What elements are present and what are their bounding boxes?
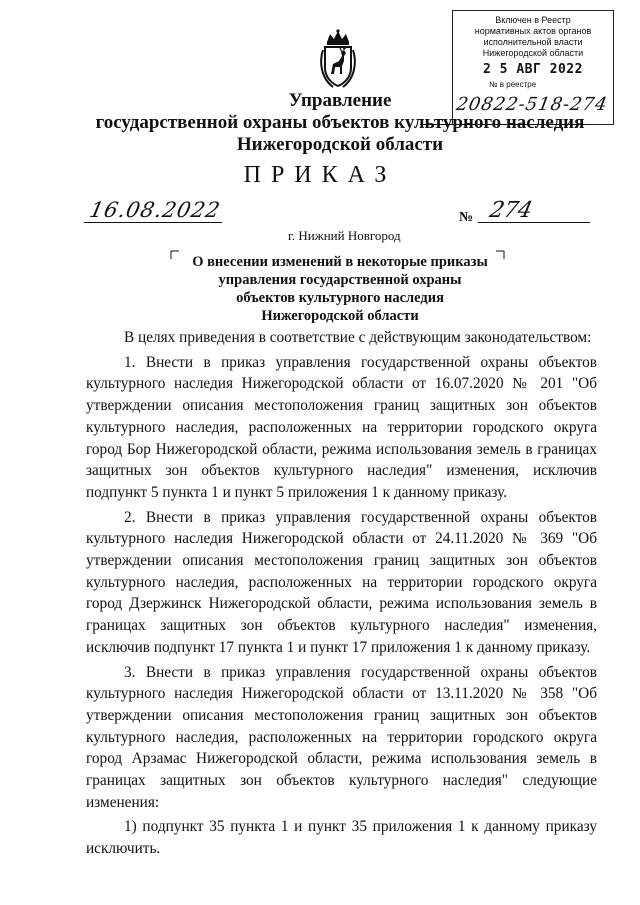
stamp-reg-label: № в реестре	[489, 80, 537, 89]
title-line-3: объектов культурного наследия	[236, 290, 444, 306]
number-label: №	[459, 210, 474, 225]
stamp-line-3: исполнительной власти	[483, 37, 583, 47]
stamp-line-1: Включен в Реестр	[495, 15, 571, 25]
document-title	[160, 253, 520, 325]
document-type: ПРИКАЗ	[243, 162, 397, 188]
title-line-4: Нижегородской области	[261, 308, 419, 324]
coat-of-arms-icon	[315, 28, 361, 90]
date-underline	[84, 222, 222, 223]
authority-line-2: государственной охраны объектов культурного наследия	[95, 112, 585, 133]
handwritten-number: 274	[487, 198, 535, 223]
handwritten-date: 16.08.2022	[87, 198, 223, 222]
body-paragraph-2: 2. Внести в приказ управления государственной охраны объектов культурного наследия Нижегородской области от 24.11.2020 № 369 "Об утверждении описания местоположения границ защитных зон объектов культурного наследия, расположенных на территории городского округа город Дзержинск Нижегородской области, режима использования земель в границах защитных зон объектов культурного наследия" изменения, исключив подпункт 17 пункта 1 и пункт 17 приложения 1 к данному приказу.	[86, 508, 597, 656]
document-body	[86, 327, 597, 863]
body-intro: В целях приведения в соответствие с действующим законодательством:	[124, 329, 592, 346]
stamp-overlap-line	[420, 124, 590, 125]
title-line-1: О внесении изменений в некоторые приказы	[192, 254, 488, 270]
body-paragraph-1: 1. Внести в приказ управления государственной охраны объектов культурного наследия Нижегородской области от 16.07.2020 № 201 "Об утверждении описания местоположения границ защитных зон объектов культурного наследия, расположенных на территории городского округа город Бор Нижегородской области, режима использования земель в границах защитных зон объектов культурного наследия" изменения, исключив подпункт 5 пункта 1 и пункт 5 приложения 1 к данному приказу.	[86, 353, 597, 501]
stamp-line-4: Нижегородской области	[482, 48, 584, 58]
city-label: г. Нижний Новгород	[288, 228, 401, 243]
stamp-reg-number: 20822-518-274	[454, 94, 610, 115]
number-underline	[478, 222, 590, 223]
stamp-date: 2 5 АВГ 2022	[483, 62, 583, 77]
title-line-2: управления государственной охраны	[218, 272, 462, 288]
body-paragraph-3: 3. Внести в приказ управления государственной охраны объектов культурного наследия Нижегородской области от 13.11.2020 № 358 "Об утверждении описания местоположения границ защитных зон объектов культурного наследия, расположенных на территории городского округа город Арзамас Нижегородской области, режима использования земель в границах защитных зон объектов культурного наследия" следующие изменения:	[86, 663, 597, 811]
authority-line-1: Управление	[288, 90, 392, 111]
body-paragraph-4: 1) подпункт 35 пункта 1 и пункт 35 приложения 1 к данному приказу исключить.	[86, 818, 597, 858]
authority-line-3: Нижегородской области	[236, 134, 444, 155]
stamp-line-2: нормативных актов органов	[474, 26, 592, 36]
